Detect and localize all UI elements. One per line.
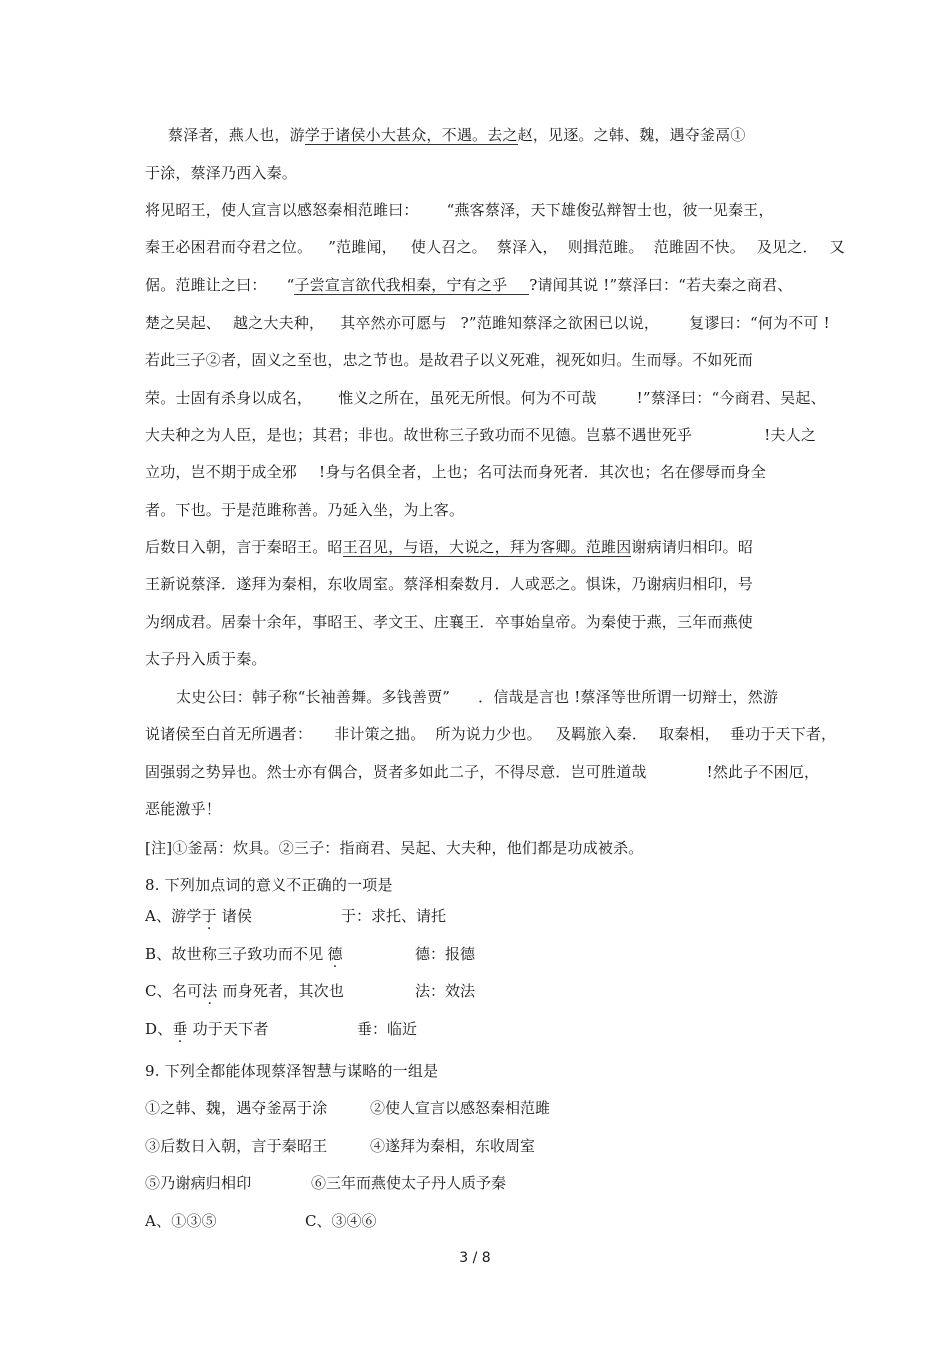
dotted-word: 法 xyxy=(202,982,218,1000)
passage-line-4: 秦王必困君而夺君之位。 ”范雎闻， 使人召之。 蔡泽入， 则揖范雎。 范雎固不快。 及见之． 又 xyxy=(145,238,845,256)
passage-line-15: 太子丹入质于秦。 xyxy=(145,650,267,668)
question-9-choice-c: C、③④⑥ xyxy=(305,1212,377,1230)
question-8-option-c: C、名可法 而身死者，其次也 xyxy=(145,982,345,1000)
passage-line-11: 者。下也。于是范雎称善。乃延入坐，为上客。 xyxy=(145,501,465,519)
underlined-phrase: 学于诸侯小大甚众，不遇。去之 xyxy=(304,126,518,144)
passage-line-18: 固强弱之势异也。然士亦有偶合，贤者多如此二子，不得尽意．岂可胜道哉 !然此子不困厄， xyxy=(145,763,820,781)
passage-line-12: 后数日入朝，言于秦昭王。昭王召见，与语，大说之，拜为客卿。范雎因谢病请归相印。昭 xyxy=(145,538,754,556)
question-8-stem: 8. 下列加点词的意义不正确的一项是 xyxy=(145,876,393,894)
underlined-phrase: 王召见，与语，大说之，拜为客卿。范雎因 xyxy=(342,538,632,556)
passage-line-8: 荣。士固有杀身以成名， 惟义之所在，虽死无所恨。何为不可哉 !”蔡泽曰：“今商君、吴起、 xyxy=(145,389,826,407)
question-9-item-1: ①之韩、魏，遇夺釜鬲于涂 xyxy=(145,1099,328,1117)
passage-line-2: 于涂，蔡泽乃西入秦。 xyxy=(145,164,298,182)
dotted-word: 垂 xyxy=(172,1020,188,1038)
question-9-item-5: ⑤乃谢病归相印 xyxy=(145,1174,252,1192)
passage-line-10: 立功，岂不期于成全邪 !身与名俱全者，上也；名可法而身死者．其次也；名在僇辱而身全 xyxy=(145,463,767,481)
passage-line-1: 蔡泽者，燕人也，游学于诸侯小大甚众，不遇。去之赵，见逐。之韩、魏，遇夺釜鬲① xyxy=(168,126,746,144)
dotted-word: 于 xyxy=(201,907,217,925)
question-9-item-6: ⑥三年而燕使太子丹人质予秦 xyxy=(311,1174,507,1192)
question-9-item-4: ④遂拜为秦相，东收周室 xyxy=(370,1137,536,1155)
question-8-option-c-definition: 法：效法 xyxy=(415,982,476,1000)
question-8-option-b-definition: 德：报德 xyxy=(415,945,476,963)
question-8-option-a-definition: 于：求托、请托 xyxy=(341,907,447,925)
question-8-option-d-definition: 垂：临近 xyxy=(357,1020,418,1038)
passage-line-14: 为纲成君。居秦十余年，事昭王、孝文王、庄襄王．卒事始皇帝。为秦使于燕，三年而燕使 xyxy=(145,613,754,631)
passage-line-5: 倨。范雎让之曰： “子尝宣言欲代我相秦，宁有之乎 ?请闻其说 !”蔡泽曰：“若夫秦之商君、 xyxy=(145,276,793,294)
dotted-word: 德 xyxy=(327,945,343,963)
question-9-stem: 9. 下列全都能体现蔡泽智慧与谋略的一组是 xyxy=(145,1062,439,1080)
passage-line-17: 说诸侯至白首无所遇者： 非计策之拙。 所为说力少也。 及羁旅入秦． 取秦相， 垂功于天下者， xyxy=(145,725,837,743)
question-9-item-3: ③后数日入朝，言于秦昭王 xyxy=(145,1137,328,1155)
passage-line-13: 王新说蔡泽．遂拜为秦相，东收周室。蔡泽相秦数月．人或恶之。惧诛，乃谢病归相印，号 xyxy=(145,575,754,593)
question-9-choice-a: A、①③⑤ xyxy=(145,1212,217,1230)
page-number: 3 / 8 xyxy=(459,1250,491,1266)
question-9-item-2: ②使人宣言以感怒秦相范雎 xyxy=(370,1099,551,1117)
question-8-option-a: A、游学于 诸侯 xyxy=(145,907,253,925)
question-8-option-d: D、垂 功于天下者 xyxy=(145,1020,269,1038)
passage-line-16: 太史公曰：韩子称“长袖善舞。多钱善贾” ．信哉是言也 !蔡泽等世所谓一切辩士，然游 xyxy=(176,688,779,706)
annotation-note: [注]①釜鬲：炊具。②三子：指商君、吴起、大夫种，他们都是功成被杀。 xyxy=(145,839,644,857)
passage-line-7: 若此三子②者，固义之至也，忠之节也。是故君子以义死难，视死如归。生而辱。不如死而 xyxy=(145,351,754,369)
underlined-phrase: 子尝宣言欲代我相秦，宁有之乎 xyxy=(294,276,529,295)
question-8-option-b: B、故世称三子致功而不见 德 xyxy=(145,945,343,963)
passage-line-19: 恶能激乎！ xyxy=(145,800,222,818)
passage-line-6: 楚之吴起、 越之大夫种， 其卒然亦可愿与 ?”范雎知蔡泽之欲困已以说， 复谬曰：“何为不可 ! xyxy=(145,314,830,332)
passage-line-9: 大夫种之为人臣，是也；其君；非也。故世称三子致功而不见德。岂慕不遇世死乎 !夫人之 xyxy=(145,426,817,444)
passage-line-3: 将见昭王，使人宣言以感怒秦相范雎曰： “燕客蔡泽，天下雄俊弘辩智士也，彼一见秦王， xyxy=(145,201,774,219)
